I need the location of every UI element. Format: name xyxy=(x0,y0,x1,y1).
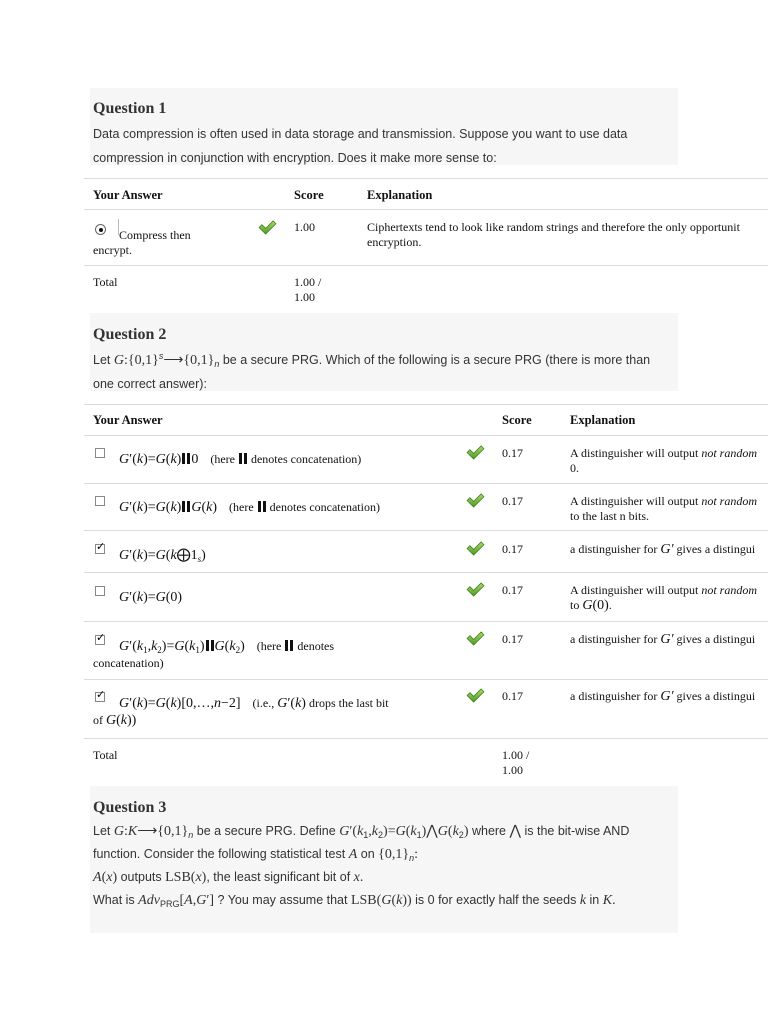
question-text: A(x) outputs LSB(x), the least significant bit of x. xyxy=(93,870,364,885)
answer-radio[interactable] xyxy=(95,224,106,235)
total-label: Total xyxy=(93,748,118,762)
score-value: 0.17 xyxy=(502,542,523,556)
green-checkmark-icon xyxy=(466,688,485,703)
total-score: 1.00 xyxy=(294,290,315,304)
question-3-prompt xyxy=(90,786,678,933)
answer-checkbox[interactable] xyxy=(95,448,105,458)
column-header-score: Score xyxy=(502,413,532,427)
green-checkmark-icon xyxy=(466,445,485,460)
answer-checkbox[interactable] xyxy=(95,586,105,596)
total-label: Total xyxy=(93,275,118,289)
explanation-text: A distinguisher will output not random xyxy=(570,446,758,460)
divider xyxy=(84,483,768,484)
explanation-text: Ciphertexts tend to look like random strings and therefore the only opportunit xyxy=(367,220,740,234)
question-text: one correct answer): xyxy=(93,377,207,391)
divider xyxy=(84,209,768,210)
divider xyxy=(84,265,768,266)
column-header-score: Score xyxy=(294,188,324,202)
score-value: 1.00 xyxy=(294,220,315,234)
green-checkmark-icon xyxy=(466,582,485,597)
explanation-text: 0. xyxy=(570,461,579,475)
answer-formula: $G'(k_1,k_2)=G(k_1)$ $G(k_2)$ (here denotes xyxy=(119,639,335,655)
explanation-text: to G(0). xyxy=(570,598,612,613)
answer-formula: G′(k)=G(0) xyxy=(119,590,183,605)
divider xyxy=(84,404,768,405)
divider xyxy=(84,572,768,573)
answer-text: of G(k)) xyxy=(93,713,137,728)
green-checkmark-icon xyxy=(258,220,277,235)
answer-formula: G′(k)=G(k) G(k) (here denotes concatenation) xyxy=(119,500,380,515)
answer-text: encrypt. xyxy=(93,243,132,257)
column-header-answer: Your Answer xyxy=(93,188,163,202)
divider xyxy=(84,738,768,739)
score-value: 0.17 xyxy=(502,446,523,460)
score-value: 0.17 xyxy=(502,583,523,597)
explanation-text: to the last n bits. xyxy=(570,509,649,523)
question-title: Question 2 xyxy=(93,326,167,343)
column-header-explanation: Explanation xyxy=(570,413,636,427)
score-value: 0.17 xyxy=(502,632,523,646)
answer-checkbox[interactable] xyxy=(95,692,105,702)
answer-formula: G′(k)=G(k) 0 (here denotes concatenation) xyxy=(119,452,362,467)
divider xyxy=(84,679,768,680)
question-text: function. Consider the following statistical test A on $\{0,1\}_n$: xyxy=(93,847,418,863)
total-score: 1.00 / xyxy=(294,275,322,289)
total-score: 1.00 xyxy=(502,763,523,777)
answer-formula: $G'(k)=G(k⨁1_s)$ xyxy=(119,548,206,564)
explanation-text: encryption. xyxy=(367,235,422,249)
question-text: Data compression is often used in data storage and transmission. Suppose you want to use data xyxy=(93,127,628,141)
total-score: 1.00 / xyxy=(502,748,530,762)
score-value: 0.17 xyxy=(502,494,523,508)
question-text: compression in conjunction with encryption. Does it make more sense to: xyxy=(93,151,497,165)
green-checkmark-icon xyxy=(466,631,485,646)
divider xyxy=(84,178,768,179)
answer-checkbox[interactable] xyxy=(95,635,105,645)
question-text: What is Adv$_{PRG}$[A,G′] ? You may assume that LSB(G(k)) is 0 for exactly half the seeds k in K. xyxy=(93,893,616,909)
explanation-text: A distinguisher will output not random xyxy=(570,583,758,597)
score-value: 0.17 xyxy=(502,689,523,703)
question-1-prompt xyxy=(90,88,678,165)
answer-text: concatenation) xyxy=(93,656,164,670)
explanation-text: a distinguisher for G′ gives a distingui xyxy=(570,632,756,647)
divider xyxy=(84,530,768,531)
answer-text: Compress then xyxy=(119,228,191,242)
question-2-prompt xyxy=(90,313,678,391)
explanation-text: a distinguisher for G′ gives a distingui xyxy=(570,689,756,704)
explanation-text: a distinguisher for G′ gives a distingui xyxy=(570,542,756,557)
answer-checkbox[interactable] xyxy=(95,496,105,506)
column-header-answer: Your Answer xyxy=(93,413,163,427)
divider xyxy=(84,435,768,436)
answer-formula: G′(k)=G(k)[0,…,n−2] (i.e., G′(k) drops the last bit xyxy=(119,696,389,711)
question-text: Let $G:\{0,1\}^s⟶\{0,1\}_n$ be a secure PRG. Which of the following is a secure PRG (there is more than xyxy=(93,351,651,369)
green-checkmark-icon xyxy=(466,541,485,556)
question-text: Let $G:K⟶\{0,1\}_n$ be a secure PRG. Define $G'(k_1,k_2)=G(k_1)⋀G(k_2)$ where ⋀ is the bit-wise AND xyxy=(93,824,630,840)
green-checkmark-icon xyxy=(466,493,485,508)
explanation-text: A distinguisher will output not random xyxy=(570,494,758,508)
question-title: Question 1 xyxy=(93,100,167,117)
divider xyxy=(84,621,768,622)
column-header-explanation: Explanation xyxy=(367,188,433,202)
question-title: Question 3 xyxy=(93,799,167,816)
answer-checkbox[interactable] xyxy=(95,544,105,554)
